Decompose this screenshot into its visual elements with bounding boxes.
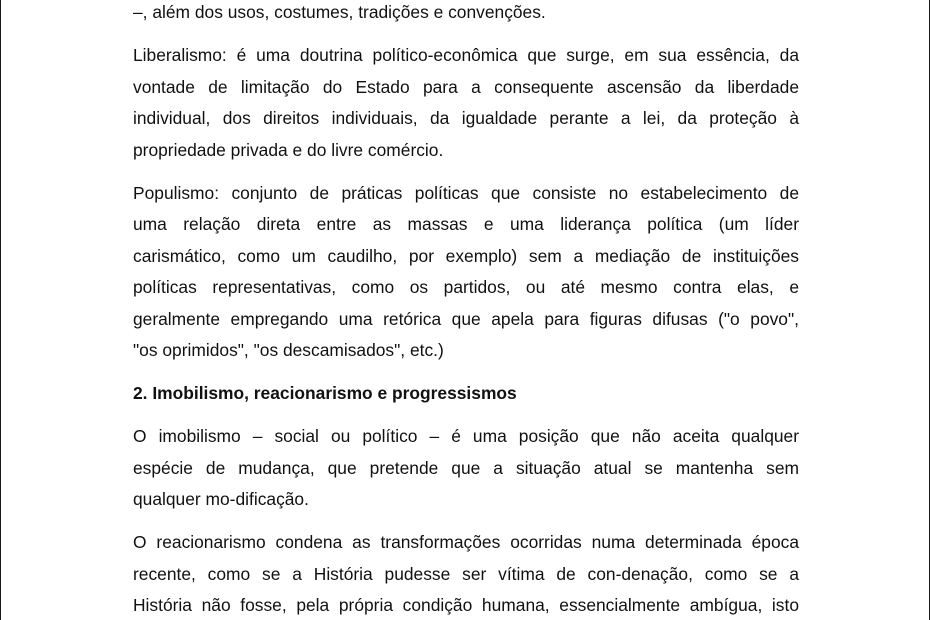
paragraph-intro-end: [133, 0, 799, 29]
document-body: [133, 0, 799, 620]
text-line: –, além dos usos, costumes, tradições e convenções.: [133, 2, 546, 22]
text-line: História não fosse, pela própria condição humana, essencialmente ambígua, isto: [133, 595, 799, 615]
text-line: espécie de mudança, que pretende que a situação atual se mantenha sem: [133, 457, 799, 478]
text-line: políticas representativas, como os partidos, ou até mesmo contra elas, e: [133, 277, 799, 297]
section-title: 2. Imobilismo, reacionarismo e progressismos: [133, 383, 517, 403]
text-line: O imobilismo – social ou político – é uma posição que não aceita qualquer: [133, 426, 799, 446]
text-line: geralmente empregando uma retórica que apela para figuras difusas ("o povo",: [133, 308, 799, 329]
text-line: vontade de limitação do Estado para a consequente ascensão da liberdade: [133, 76, 799, 97]
paragraph-reacionarismo: [133, 527, 799, 620]
section-heading: [133, 378, 799, 410]
paragraph-liberalismo: [133, 40, 799, 166]
text-line: O reacionarismo condena as transformações ocorridas numa determinada época: [133, 532, 799, 552]
text-line: qualquer mo-dificação.: [133, 489, 309, 509]
text-line: Liberalismo: é uma doutrina político-econômica que surge, em sua essência, da: [133, 45, 799, 65]
text-line: individual, dos direitos individuais, da igualdade perante a lei, da proteção à: [133, 108, 799, 128]
text-line: "os oprimidos", "os descamisados", etc.): [133, 340, 444, 360]
text-line: propriedade privada e do livre comércio.: [133, 139, 444, 160]
text-line: recente, como se a História pudesse ser vítima de con-denação, como se a: [133, 563, 799, 584]
paragraph-populismo: [133, 178, 799, 367]
text-line: uma relação direta entre as massas e uma liderança política (um líder: [133, 214, 799, 234]
text-line: carismático, como um caudilho, por exemplo) sem a mediação de instituições: [133, 245, 799, 266]
text-line: Populismo: conjunto de práticas políticas que consiste no estabelecimento de: [133, 182, 799, 203]
paragraph-imobilismo: [133, 421, 799, 516]
